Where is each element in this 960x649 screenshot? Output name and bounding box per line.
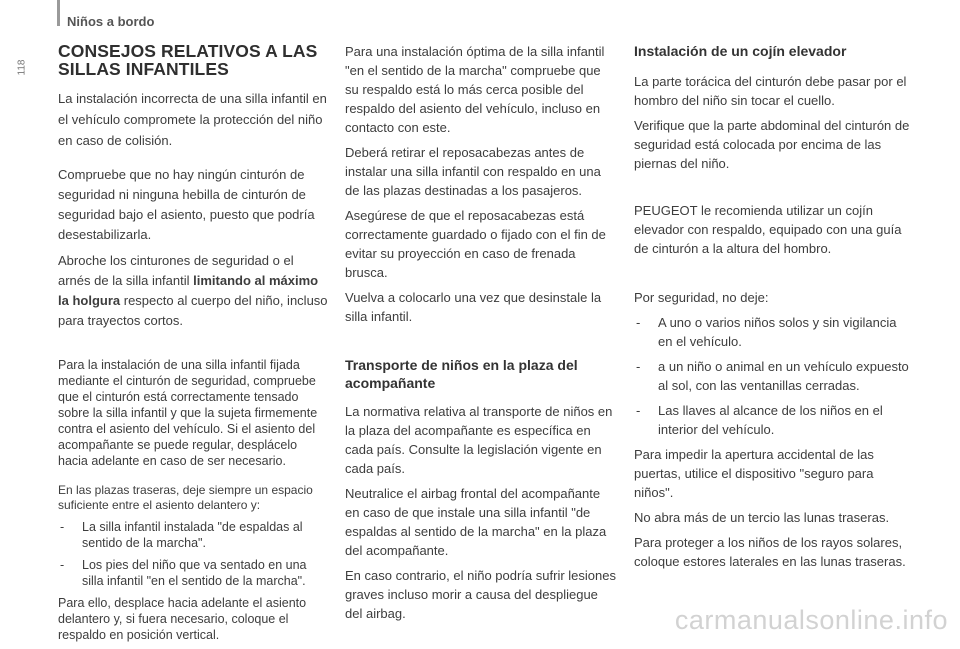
paragraph: PEUGEOT le recomienda utilizar un cojín elevador con respaldo, equipado con una guía de cinturón a la altura del hombro. — [634, 203, 902, 256]
list-item: - Las llaves al alcance de los niños en el interior del vehículo. — [634, 401, 914, 439]
paragraph: Deberá retirar el reposacabezas antes de instalar una silla infantil con respaldo en una de las plazas destinadas a los pasajeros. — [345, 145, 601, 198]
paragraph: No abra más de un tercio las lunas traseras. — [634, 510, 890, 525]
paragraph: En las plazas traseras, deje siempre un espacio suficiente entre el asiento delantero y: — [58, 483, 313, 512]
column-middle — [345, 42, 617, 629]
main-heading: CONSEJOS RELATIVOS A LAS SILLAS INFANTILES — [58, 41, 318, 79]
paragraph: Para la instalación de una silla infantil fijada mediante el cinturón de seguridad, compruebe que el cinturón está correctamente tensado sobre la silla infantil y que la sujeta firmemente contra el asiento del vehículo. Si el asiento del acompañante se puede regular, desplácelo hacia adelante en caso de ser necesario. — [58, 358, 318, 468]
subheading: Transporte de niños en la plaza del acompañante — [345, 357, 578, 391]
subheading: Instalación de un cojín elevador — [634, 43, 847, 59]
paragraph: La instalación incorrecta de una silla infantil en el vehículo compromete la protección del niño en caso de colisión. — [58, 91, 327, 148]
list-item: - A uno o varios niños solos y sin vigilancia en el vehículo. — [634, 313, 914, 351]
paragraph: Para ello, desplace hacia adelante el asiento delantero y, si fuera necesario, coloque el respaldo en posición vertical. — [58, 596, 307, 642]
paragraph: En caso contrario, el niño podría sufrir lesiones graves incluso morir a causa del despliegue del airbag. — [345, 568, 616, 621]
watermark: carmanualsonline.info — [674, 605, 948, 635]
list — [634, 313, 914, 439]
list-item: - La silla infantil instalada "de espaldas al sentido de la marcha". — [58, 519, 328, 551]
list-item: - Los pies del niño que va sentado en una silla infantil "en el sentido de la marcha". — [58, 557, 328, 589]
paragraph: La normativa relativa al transporte de niños en la plaza del acompañante es específica en cada país. Consulte la legislación vigente en cada país. — [345, 404, 613, 476]
header-accent-bar — [57, 0, 60, 26]
bold-emphasis: limitando al máximo la holgura — [58, 273, 319, 308]
paragraph — [58, 251, 328, 331]
section-title: Niños a bordo — [67, 14, 155, 29]
paragraph: Asegúrese de que el reposacabezas está correctamente guardado o fijado con el fin de evitar su proyección en caso de frenada brusca. — [345, 208, 606, 280]
paragraph: Compruebe que no hay ningún cinturón de seguridad ni ninguna hebilla de cinturón de seguridad bajo el asiento, puesto que podría desestabilizarla. — [58, 167, 315, 242]
column-right — [634, 42, 914, 577]
paragraph: Por seguridad, no deje: — [634, 290, 769, 305]
text-span: respecto al cuerpo del niño, incluso para trayectos cortos. — [58, 293, 328, 328]
text-span: Abroche los cinturones de seguridad o el arnés de la silla infantil — [58, 253, 294, 288]
paragraph: Neutralice el airbag frontal del acompañante en caso de que instale una silla infantil "de espaldas al sentido de la marcha" en la plaza del acompañante. — [345, 486, 607, 558]
column-left — [58, 42, 328, 649]
paragraph: La parte torácica del cinturón debe pasar por el hombro del niño sin tocar el cuello. — [634, 74, 907, 108]
paragraph: Para impedir la apertura accidental de las puertas, utilice el dispositivo "seguro para niños". — [634, 447, 874, 500]
list — [58, 519, 328, 589]
paragraph: Para proteger a los niños de los rayos solares, coloque estores laterales en las lunas traseras. — [634, 535, 906, 569]
paragraph: Vuelva a colocarlo una vez que desinstale la silla infantil. — [345, 290, 602, 324]
list-item: - a un niño o animal en un vehículo expuesto al sol, con las ventanillas cerradas. — [634, 357, 914, 395]
paragraph: Verifique que la parte abdominal del cinturón de seguridad está colocada por encima de las piernas del niño. — [634, 118, 910, 171]
page-number: 118 — [16, 59, 28, 76]
paragraph: Para una instalación óptima de la silla infantil "en el sentido de la marcha" compruebe que su respaldo está lo más cerca posible del respaldo del asiento del vehículo, incluso en contacto con este. — [345, 44, 605, 135]
